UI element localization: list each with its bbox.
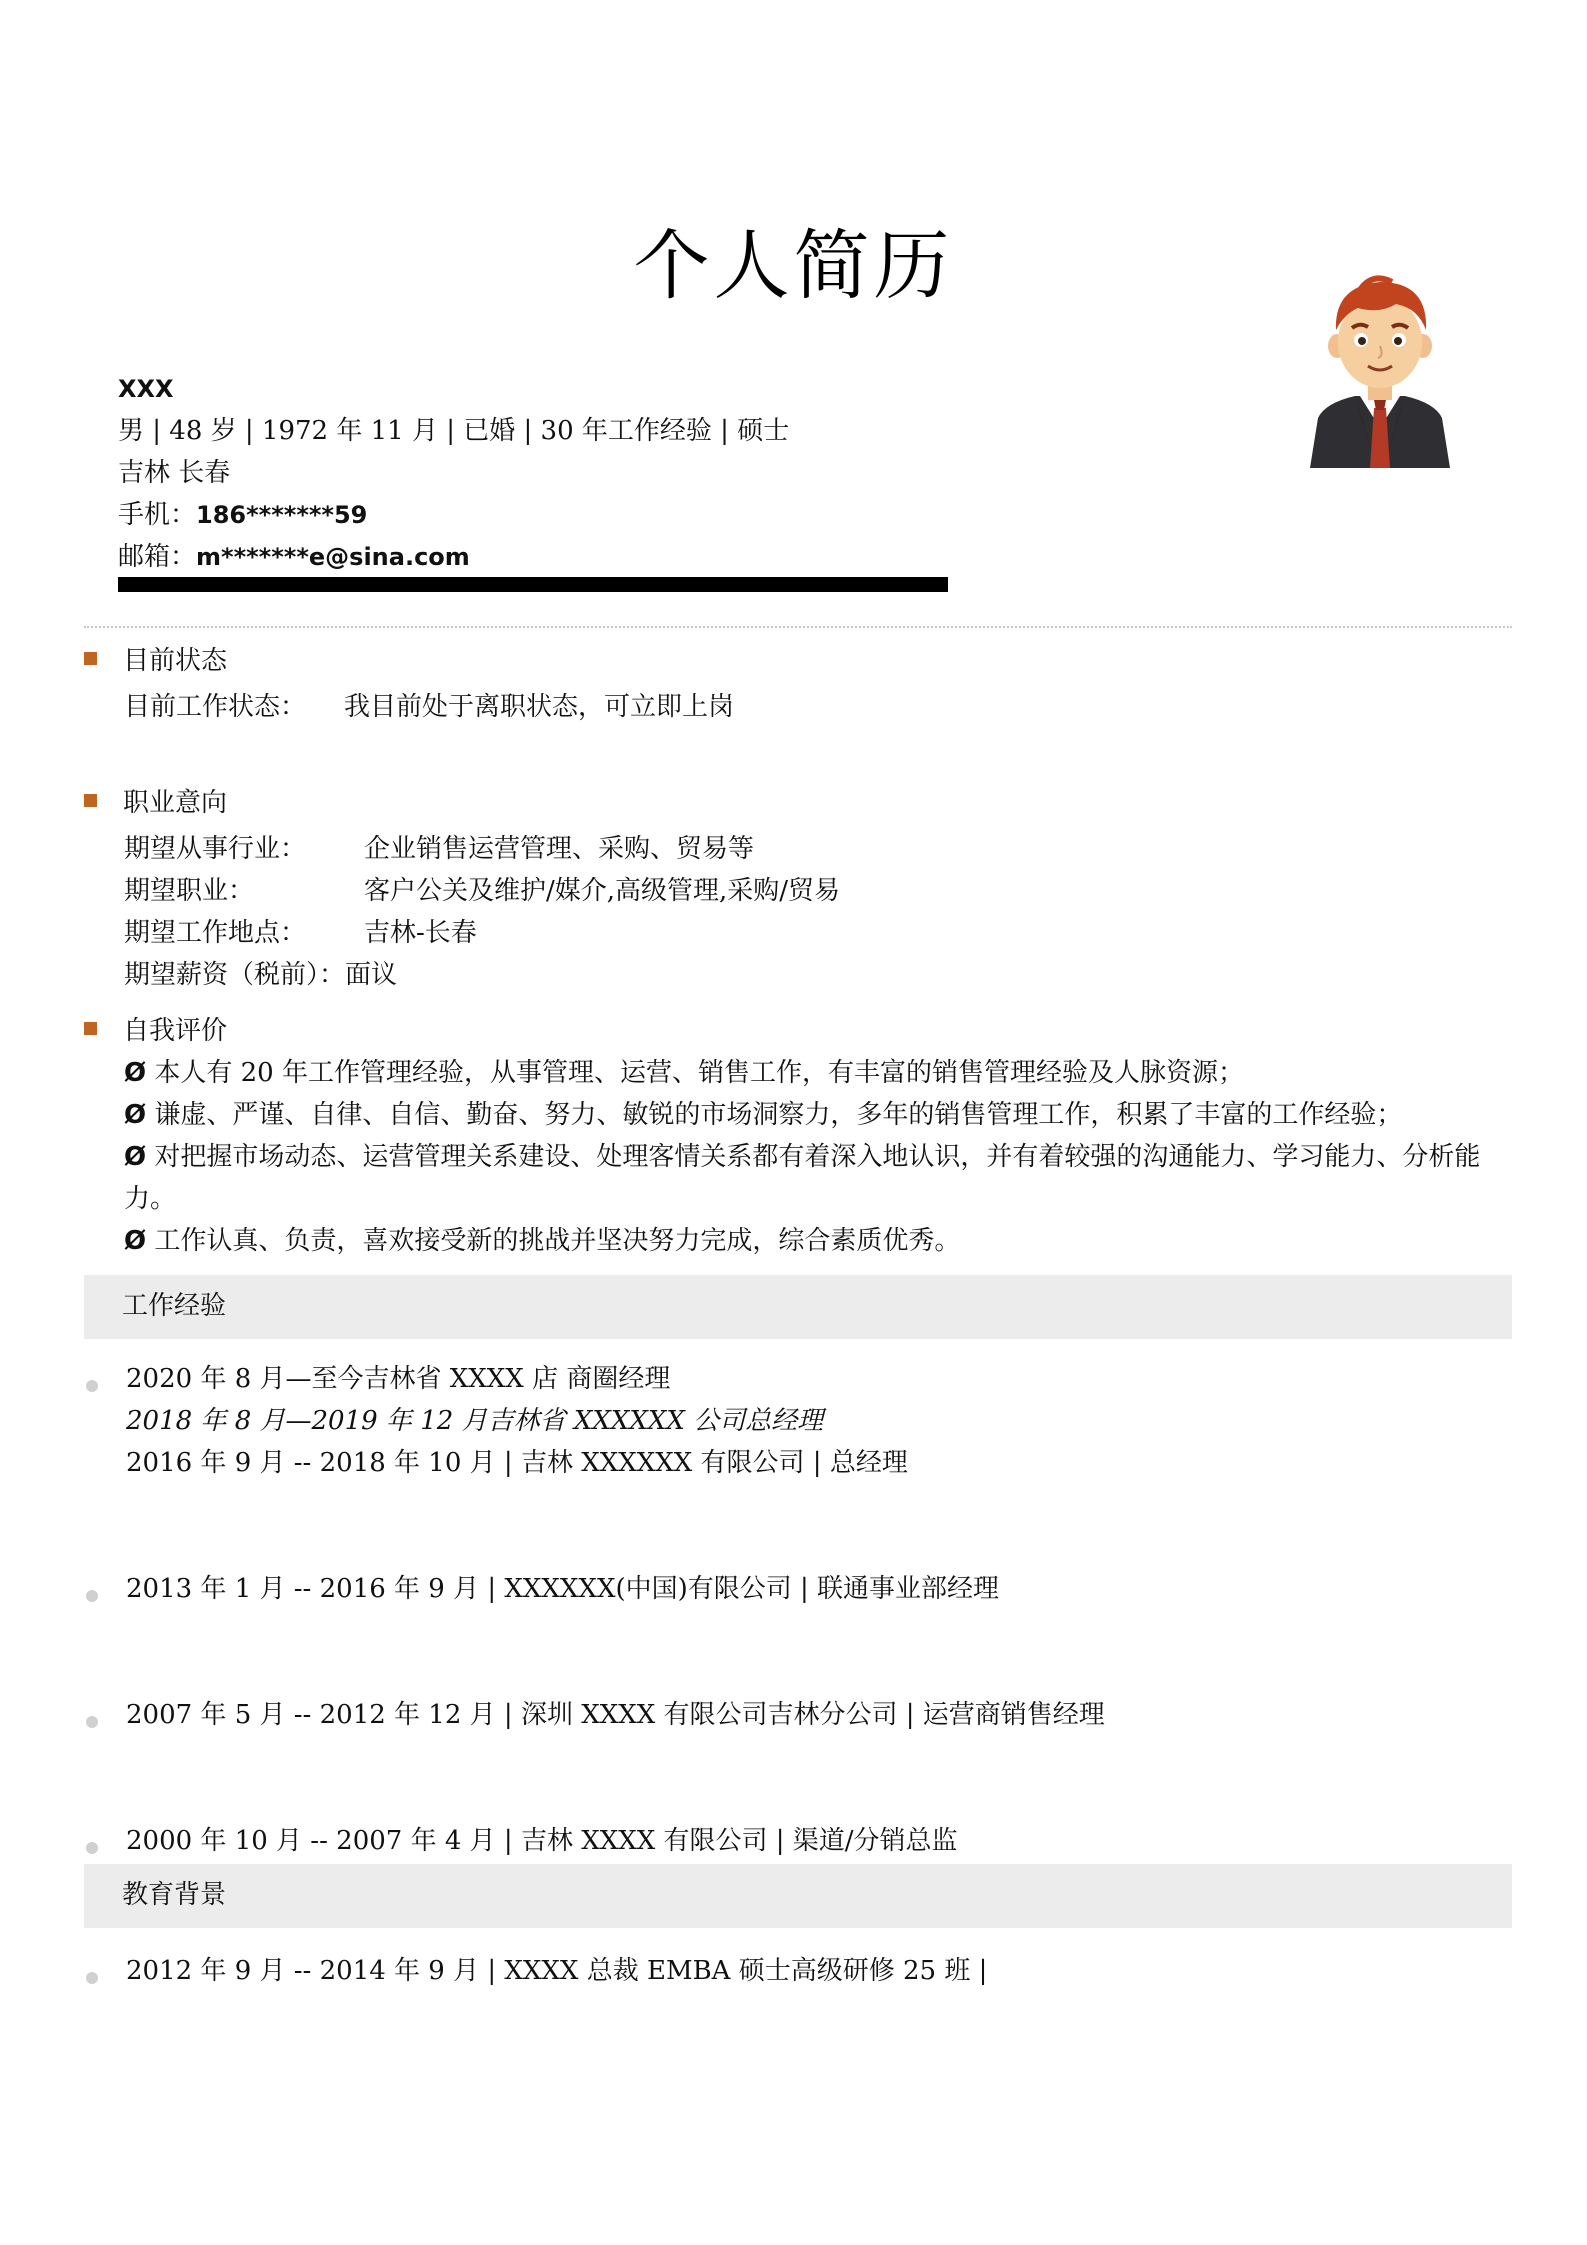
bullet-dot-icon — [86, 1972, 98, 1984]
square-bullet-icon — [84, 1022, 97, 1035]
intent-row — [124, 828, 754, 865]
intent-row — [124, 912, 477, 949]
section-band-work — [84, 1275, 1512, 1339]
section-title: 职业意向 — [123, 788, 228, 818]
section-title: 工作经验 — [122, 1291, 227, 1321]
work-entry-text: 2000 年 10 月 -- 2007 年 4 月 | 吉林 XXXX 有限公司 | 渠道/分销总监 — [126, 1826, 958, 1856]
bullet-dot-icon — [86, 1716, 98, 1728]
self-eval-item — [124, 1094, 1514, 1136]
section-heading-self-eval — [84, 1010, 227, 1047]
self-eval-item — [124, 1136, 1514, 1220]
section-heading-intent — [84, 782, 227, 819]
intent-label: 期望职业： — [124, 876, 255, 906]
self-eval-list — [124, 1052, 1514, 1262]
work-sub-entry: 2018 年 8 月—2019 年 12 月吉林省 XXXXXX 公司总经理 — [126, 1406, 824, 1436]
education-entry-text: 2012 年 9 月 -- 2014 年 9 月 | XXXX 总裁 EMBA 硕士高级研修 25 班 | — [126, 1956, 988, 1986]
status-row — [124, 686, 734, 723]
section-title: 目前状态 — [123, 646, 228, 676]
dotted-divider — [84, 626, 1512, 628]
bullet-dot-icon — [86, 1842, 98, 1854]
section-title: 教育背景 — [122, 1880, 227, 1910]
self-eval-item — [124, 1220, 1514, 1262]
profile-name: XXX — [118, 375, 174, 403]
profile-location: 吉林 长春 — [118, 458, 231, 488]
profile-block — [118, 368, 789, 578]
intent-value: 吉林-长春 — [364, 918, 477, 948]
profile-phone — [118, 494, 789, 536]
section-band-education — [84, 1864, 1512, 1928]
intent-row — [124, 954, 397, 991]
self-eval-text: 对把握市场动态、运营管理关系建设、处理客情关系都有着深入地认识，并有着较强的沟通能力、学习能力、分析能力。 — [124, 1142, 1481, 1214]
intent-label: 期望工作地点： — [124, 918, 307, 948]
work-entry-text: 2013 年 1 月 -- 2016 年 9 月 | XXXXXX(中国)有限公司 | 联通事业部经理 — [126, 1574, 1000, 1604]
status-label: 目前工作状态： — [124, 692, 307, 722]
header-divider-bar — [118, 577, 948, 592]
email-label: 邮箱： — [118, 542, 197, 572]
bullet-glyph: Ø — [124, 1226, 147, 1256]
self-eval-text: 工作认真、负责，喜欢接受新的挑战并坚决努力完成，综合素质优秀。 — [154, 1226, 961, 1256]
intent-value: 企业销售运营管理、采购、贸易等 — [364, 834, 755, 864]
bullet-dot-icon — [86, 1590, 98, 1602]
intent-label: 期望薪资（税前）： — [124, 960, 346, 990]
email-value: m*******e@sina.com — [196, 543, 470, 571]
self-eval-text: 谦虚、严谨、自律、自信、勤奋、努力、敏锐的市场洞察力，多年的销售管理工作，积累了丰富的工作经验； — [154, 1100, 1403, 1130]
work-entry-text: 2007 年 5 月 -- 2012 年 12 月 | 深圳 XXXX 有限公司吉林分公司 | 运营商销售经理 — [126, 1700, 1105, 1730]
profile-email — [118, 536, 789, 578]
phone-label: 手机： — [118, 500, 197, 530]
bullet-glyph: Ø — [124, 1058, 147, 1088]
phone-value: 186*******59 — [196, 501, 368, 529]
bullet-glyph: Ø — [124, 1100, 147, 1130]
square-bullet-icon — [84, 652, 97, 665]
work-entry-text: 2020 年 8 月—至今吉林省 XXXX 店 商圈经理 — [126, 1364, 671, 1394]
profile-summary — [118, 410, 789, 452]
intent-value: 客户公关及维护/媒介,高级管理,采购/贸易 — [364, 876, 841, 906]
self-eval-text: 本人有 20 年工作管理经验，从事管理、运营、销售工作，有丰富的销售管理经验及人脉资源； — [154, 1058, 1244, 1088]
intent-value: 面议 — [345, 960, 398, 990]
work-sub-entry: 2016 年 9 月 -- 2018 年 10 月 | 吉林 XXXXXX 有限公司 | 总经理 — [126, 1448, 908, 1478]
bullet-glyph: Ø — [124, 1142, 147, 1172]
status-value: 我目前处于离职状态，可立即上岗 — [344, 692, 735, 722]
bullet-dot-icon — [86, 1380, 98, 1392]
intent-row — [124, 870, 840, 907]
square-bullet-icon — [84, 794, 97, 807]
intent-label: 期望从事行业： — [124, 834, 307, 864]
self-eval-item — [124, 1052, 1514, 1094]
businessman-avatar-icon — [1300, 268, 1460, 468]
profile-summary-text: 男 | 48 岁 | 1972 年 11 月 | 已婚 | 30 年工作经验 | 硕士 — [118, 416, 790, 446]
section-title: 自我评价 — [123, 1016, 228, 1046]
page-title: 个人简历 — [633, 221, 954, 310]
section-heading-status — [84, 640, 227, 677]
